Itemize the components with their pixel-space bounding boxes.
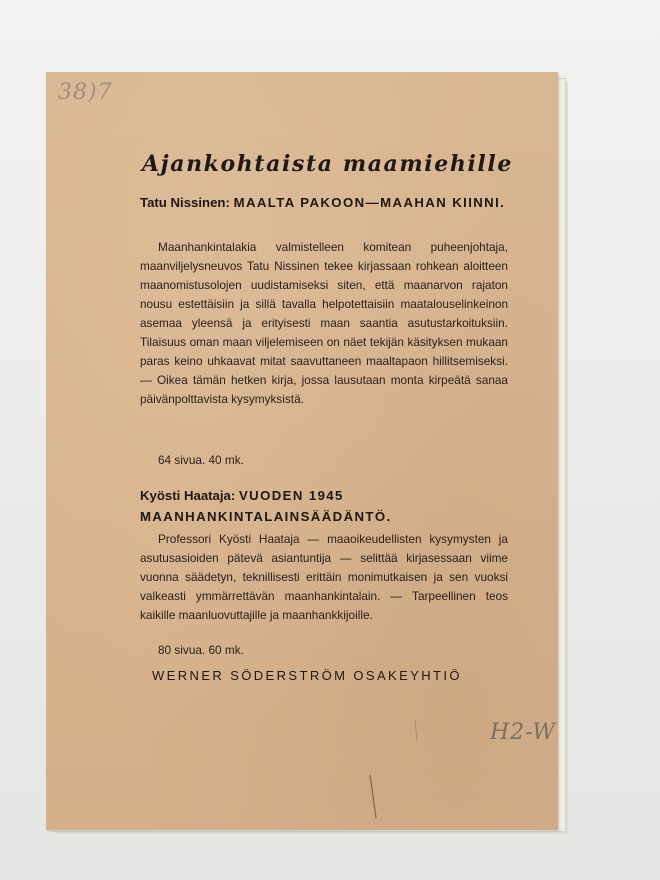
- series-title: Ajankohtaista maamiehille: [142, 151, 513, 177]
- book-price-1: 64 sivua. 40 mk.: [158, 453, 244, 467]
- book-description-1: Maanhankintalakia valmistelleen komitean puheenjohtaja, maanviljelysneuvos Tatu Nissinen tekee kirjassaan rohkean aloitteen maanomistusolojen uudistamiseksi siten, että maanarvon rajaton nousu estettäisiin ja sillä tavalla helpotettaisiin maatalouselinkeinon asemaa yleensä ja erityisesti maan saantia asutustarkoituksiin. Tilaisuus oman maan viljelemiseen on näet tekijän käsityksen mukaan paras keino uhkaavat mitat saavuttaneen maaltapaon hillitsemiseksi. — Oikea tämän hetken kirja, jossa lausutaan monta kirpeätä sanaa päivänpolttavista kysymyksistä.: [140, 240, 508, 406]
- book-heading-2: [140, 485, 510, 527]
- scratch-mark: [360, 770, 390, 830]
- handwritten-note-top: 38)7: [58, 80, 113, 105]
- book-heading-1: [140, 192, 510, 213]
- handwritten-note-bottom: H2-W: [490, 720, 557, 745]
- book-author: Tatu Nissinen:: [140, 195, 230, 210]
- book-back-cover: [46, 72, 558, 830]
- scratch-mark: [410, 718, 422, 748]
- book-title: VUODEN 1945 MAANHANKINTALAINSÄÄDÄNTÖ.: [140, 488, 392, 524]
- book-author: Kyösti Haataja:: [140, 488, 236, 503]
- book-title: MAALTA PAKOON—MAAHAN KIINNI.: [233, 195, 506, 210]
- publisher-name: WERNER SÖDERSTRÖM OSAKEYHTIÖ: [152, 668, 462, 683]
- book-description-2: Professori Kyösti Haataja — maaoikeudellisten kysymysten ja asutusasioiden pätevä asiantuntija — selittää kirjasessaan viime vuonna säädetyn, teknillisesti erittäin monimutkaisen ja sen vuoksi valkeasti ymmärrettävän maanhankintalain. — Tarpeellinen teos kaikille maanluovuttajille ja maanhankkijoille.: [140, 532, 508, 622]
- book-price-2: 80 sivua. 60 mk.: [158, 643, 244, 657]
